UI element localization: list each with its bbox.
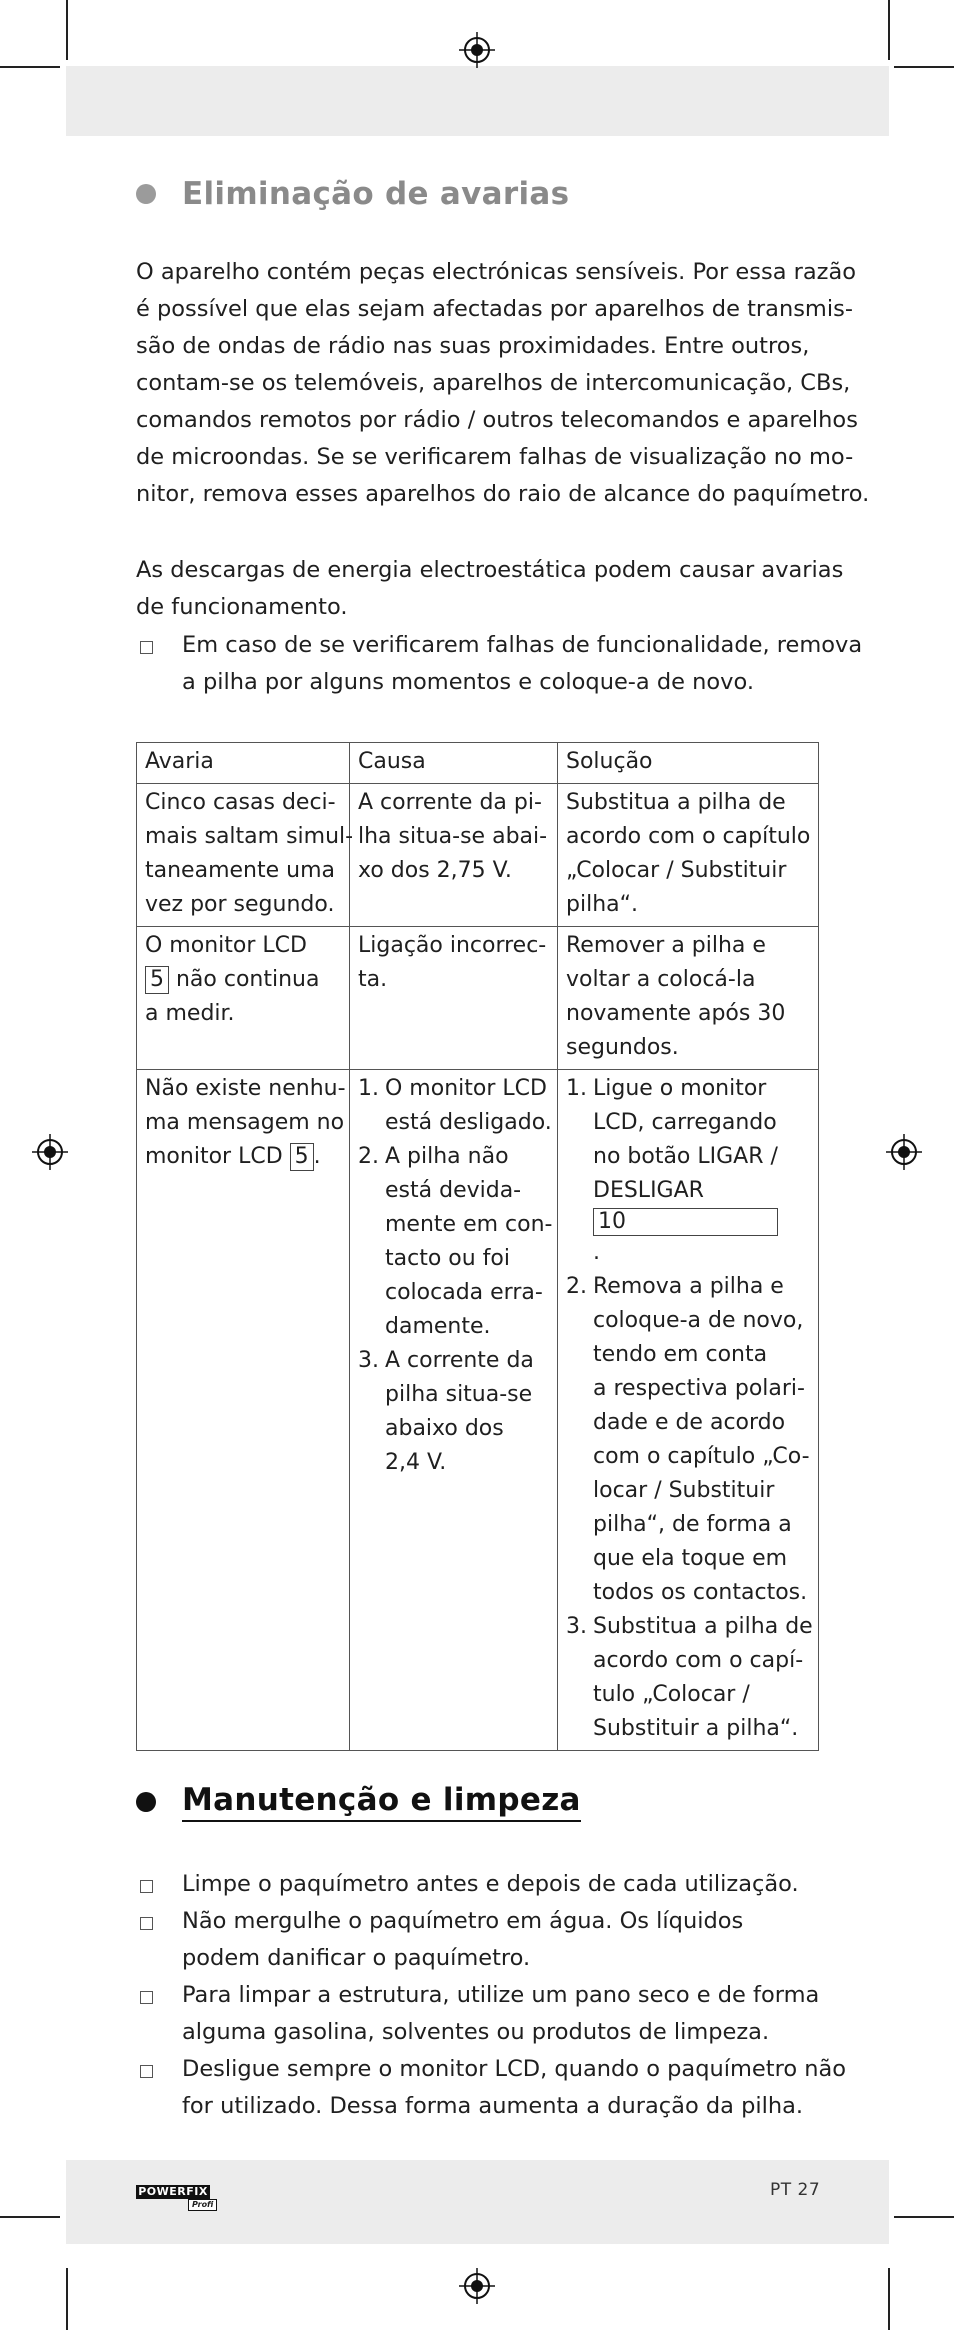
text-line: Cinco casas deci-	[145, 790, 336, 815]
list-item-body	[385, 1344, 534, 1480]
crop-mark	[0, 2216, 60, 2218]
text-line: no botão LIGAR /	[593, 1144, 778, 1169]
text-fragment: .	[593, 1240, 600, 1265]
text-line: xo dos 2,75 V.	[358, 858, 512, 883]
list-number: 3.	[358, 1348, 379, 1373]
registration-mark-icon	[459, 32, 495, 68]
text-line: segundos.	[566, 1035, 679, 1060]
list-item-text	[182, 1866, 799, 1903]
text-line: O aparelho contém peças electrónicas sensíveis. Por essa razão	[136, 259, 857, 285]
text-line: pilha“, de forma a	[593, 1512, 792, 1537]
text-line: Remover a pilha e	[566, 933, 766, 958]
text-line: mente em con-	[385, 1212, 553, 1237]
list-number: 2.	[358, 1144, 379, 1169]
list-number: 2.	[566, 1274, 587, 1299]
text-line: lha situa-se abai-	[358, 824, 548, 849]
table-cell	[137, 927, 350, 1070]
list-number: 3.	[566, 1614, 587, 1639]
table-row	[137, 784, 819, 927]
paragraph-interference	[136, 254, 870, 513]
crop-mark	[894, 2216, 954, 2218]
column-header: Causa	[350, 743, 558, 784]
text-line: todos os contactos.	[593, 1580, 808, 1605]
text-line: ta.	[358, 967, 388, 992]
troubleshooting-table	[136, 742, 819, 1751]
column-header: Solução	[558, 743, 819, 784]
list-item	[358, 1140, 553, 1344]
table-cell	[558, 927, 819, 1070]
checkbox-bullet-icon	[140, 641, 153, 654]
table-row	[137, 927, 819, 1070]
logo-text: POWERFIX	[136, 2185, 210, 2199]
list-item	[136, 1866, 826, 1903]
table-row	[137, 1070, 819, 1751]
text-line: Em caso de se verificarem falhas de funcionalidade, remova	[182, 632, 863, 658]
list-item-text	[182, 1903, 743, 1977]
text-line: de microondas. Se se verificarem falhas de visualização no mo-	[136, 444, 854, 470]
reference-number-box: 10	[593, 1208, 778, 1236]
table-cell	[350, 927, 558, 1070]
text-line: As descargas de energia electroestática podem causar avarias	[136, 557, 844, 583]
list-item-text	[182, 2051, 846, 2125]
text-line: Substituir a pilha“.	[593, 1716, 799, 1741]
text-line: dade e de acordo	[593, 1410, 786, 1435]
text-line: A pilha não	[385, 1144, 509, 1169]
text-line: pilha“.	[566, 892, 639, 917]
table-cell	[558, 1070, 819, 1751]
text-line: Desligue sempre o monitor LCD, quando o paquímetro não	[182, 2056, 847, 2082]
text-line: O monitor LCD	[145, 933, 307, 958]
powerfix-logo	[136, 2185, 216, 2209]
column-header: Avaria	[137, 743, 350, 784]
text-line: „Colocar / Substituir	[566, 858, 787, 883]
text-line: está desligado.	[385, 1110, 552, 1135]
text-line: são de ondas de rádio nas suas proximidades. Entre outros,	[136, 333, 810, 359]
list-item	[136, 1903, 826, 1977]
paragraph-electrostatic	[136, 552, 844, 626]
text-line: nitor, remova esses aparelhos do raio de alcance do paquímetro.	[136, 481, 870, 507]
text-line: a respectiva polari-	[593, 1376, 805, 1401]
list-item	[136, 627, 863, 701]
text-line: Substitua a pilha de	[566, 790, 786, 815]
text-line: podem danificar o paquímetro.	[182, 1945, 531, 1971]
text-line: LCD, carregando	[593, 1110, 777, 1135]
text-line: que ela toque em	[593, 1546, 788, 1571]
registration-mark-icon	[32, 1134, 68, 1170]
text-line: colocada erra-	[385, 1280, 543, 1305]
list-item	[136, 2051, 847, 2125]
text-line: é possível que elas sejam afectadas por aparelhos de transmis-	[136, 296, 853, 322]
bullet-dot-icon	[136, 1792, 156, 1812]
text-line: alguma gasolina, solventes ou produtos de limpeza.	[182, 2019, 770, 2045]
text-line	[145, 963, 341, 997]
text-line: a medir.	[145, 1001, 235, 1026]
text-line: ma mensagem no	[145, 1110, 345, 1135]
table-header-row	[137, 743, 819, 784]
text-fragment: não continua	[169, 967, 320, 992]
text-line: está devida-	[385, 1178, 522, 1203]
page-number: PT 27	[770, 2180, 821, 2200]
text-fragment: DESLIGAR	[593, 1178, 704, 1203]
list-item	[566, 1270, 810, 1610]
text-line: vez por segundo.	[145, 892, 335, 917]
table-cell	[137, 784, 354, 927]
text-line: Ligação incorrec-	[358, 933, 547, 958]
text-fragment: .	[313, 1144, 321, 1169]
section-title: Manutenção e limpeza	[182, 1782, 581, 1822]
text-line: acordo com o capí-	[593, 1648, 804, 1673]
list-item	[358, 1344, 549, 1480]
text-line	[593, 1174, 778, 1270]
table-cell	[350, 784, 558, 927]
text-line: com o capítulo „Co-	[593, 1444, 810, 1469]
text-line: abaixo dos	[385, 1416, 504, 1441]
text-line: de funcionamento.	[136, 594, 348, 620]
list-item	[358, 1072, 552, 1140]
text-fragment: monitor LCD	[145, 1144, 290, 1169]
numbered-list	[358, 1072, 553, 1480]
text-line: Para limpar a estrutura, utilize um pano seco e de forma	[182, 1982, 820, 2008]
header-band	[66, 66, 889, 136]
text-line: acordo com o capítulo	[566, 824, 811, 849]
checkbox-bullet-icon	[140, 1991, 153, 2004]
text-line: tendo em conta	[593, 1342, 768, 1367]
list-number: 1.	[566, 1076, 587, 1101]
table-cell	[558, 784, 819, 927]
text-line: mais saltam simul-	[145, 824, 354, 849]
text-line: Não existe nenhu-	[145, 1076, 346, 1101]
logo-subtext: Profi	[188, 2199, 217, 2211]
list-item-body	[593, 1270, 810, 1610]
text-line: taneamente uma	[145, 858, 335, 883]
table-cell	[137, 1070, 350, 1751]
bullet-dot-icon	[136, 184, 156, 204]
checkbox-bullet-icon	[140, 1917, 153, 1930]
text-line: coloque-a de novo,	[593, 1308, 804, 1333]
list-item	[566, 1072, 810, 1270]
reference-number-box: 5	[290, 1143, 314, 1171]
text-line: Não mergulhe o paquímetro em água. Os líquidos	[182, 1908, 744, 1934]
list-item-body	[385, 1140, 552, 1344]
list-item	[136, 1977, 826, 2051]
registration-mark-icon	[886, 1134, 922, 1170]
checkbox-bullet-icon	[140, 2065, 153, 2078]
text-line: Ligue o monitor	[593, 1076, 767, 1101]
text-line: tacto ou foi	[385, 1246, 510, 1271]
text-line: O monitor LCD	[385, 1076, 547, 1101]
section-heading-troubleshooting	[136, 176, 569, 212]
section-heading-maintenance	[136, 1782, 581, 1822]
reference-number-box: 5	[145, 966, 169, 994]
text-line: 2,4 V.	[385, 1450, 447, 1475]
text-line: novamente após 30	[566, 1001, 786, 1026]
text-line: A corrente da	[385, 1348, 534, 1373]
list-item	[566, 1610, 813, 1746]
crop-mark	[894, 66, 954, 68]
text-line	[145, 1140, 341, 1174]
list-item-body	[385, 1072, 552, 1140]
text-line: comandos remotos por rádio / outros telecomandos e aparelhos	[136, 407, 858, 433]
crop-mark	[66, 2268, 68, 2330]
crop-mark	[0, 66, 60, 68]
list-number: 1.	[358, 1076, 379, 1101]
crop-mark	[66, 0, 68, 60]
text-line: Substitua a pilha de	[593, 1614, 813, 1639]
section-title: Eliminação de avarias	[182, 176, 570, 212]
text-line: A corrente da pi-	[358, 790, 542, 815]
text-line: contam-se os telemóveis, aparelhos de intercomunicação, CBs,	[136, 370, 851, 396]
registration-mark-icon	[459, 2268, 495, 2304]
list-item-text	[182, 1977, 819, 2051]
text-line: a pilha por alguns momentos e coloque-a de novo.	[182, 669, 754, 695]
text-line: locar / Substituir	[593, 1478, 775, 1503]
text-line: voltar a colocá-la	[566, 967, 756, 992]
numbered-list	[566, 1270, 813, 1746]
crop-mark	[888, 0, 890, 60]
checkbox-bullet-icon	[140, 1880, 153, 1893]
text-line: pilha situa-se	[385, 1382, 533, 1407]
text-line: tulo „Colocar /	[593, 1682, 750, 1707]
numbered-list	[566, 1072, 810, 1270]
text-line: Remova a pilha e	[593, 1274, 784, 1299]
list-item-body	[593, 1610, 813, 1746]
text-line: Limpe o paquímetro antes e depois de cada utilização.	[182, 1871, 799, 1897]
text-line: damente.	[385, 1314, 491, 1339]
table-cell	[350, 1070, 558, 1751]
text-line: for utilizado. Dessa forma aumenta a duração da pilha.	[182, 2093, 804, 2119]
crop-mark	[888, 2268, 890, 2330]
